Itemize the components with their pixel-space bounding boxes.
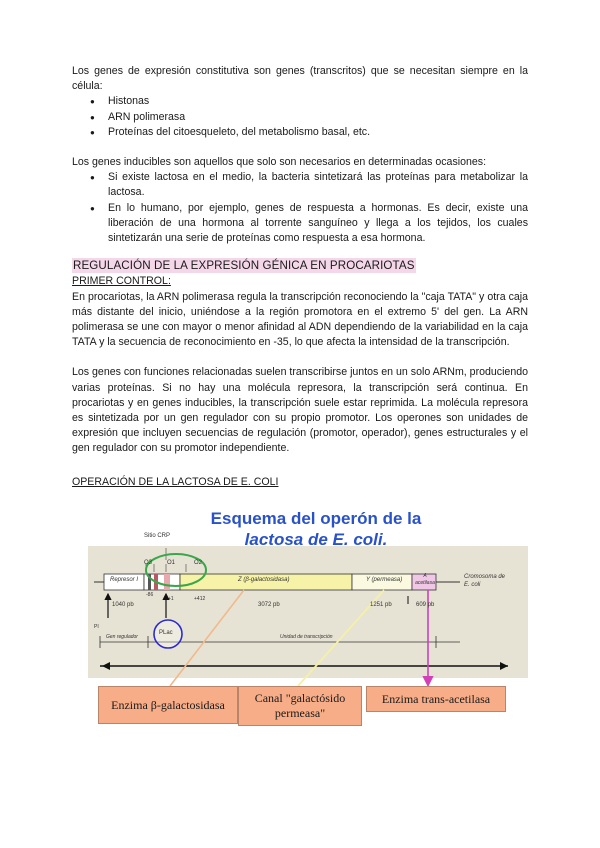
figure-title-line-1: Esquema del operón de la: [210, 509, 422, 528]
figure-title: [206, 508, 426, 550]
list-item: ● Si existe lactosa en el medio, la bacteria sintetizará las proteínas para metabolizar la lactosa.: [108, 170, 528, 200]
transacetylase-label: Enzima trans-acetilasa: [381, 691, 491, 706]
a-gene-label: A acetilasa: [415, 573, 435, 586]
y-gene-label: Y (permeasa): [366, 577, 403, 583]
lac-operon-figure: [88, 500, 528, 746]
bp-3072-label: 3072 pb: [258, 602, 280, 608]
list-item: ● Histonas: [108, 94, 528, 109]
inducible-gene-list: [72, 170, 528, 246]
z-gene-label: Z (β-galactosidasa): [238, 577, 290, 583]
beta-galactosidase-label: Enzima β-galactosidasa: [111, 697, 225, 712]
constitutive-gene-list: [72, 94, 528, 140]
intro-paragraph-2: Los genes inducibles son aquellos que solo son necesarios en determinadas ocasiones:: [72, 156, 487, 169]
o3-label: O3: [144, 560, 153, 566]
list-item: ● En lo humano, por ejemplo, genes de respuesta a hormonas. Es decir, existe una liberación de una hormona al torrente sanguíneo y llega a los tejidos, los cuales sintetizarán una serie de proteínas como respuesta a esa hormona.: [108, 201, 528, 247]
list-item: ● ARN polimerasa: [108, 110, 528, 125]
bp-1040-label: 1040 pb: [112, 602, 134, 608]
document-body: [72, 64, 528, 490]
plus1-label: +1: [168, 596, 174, 602]
beta-galactosidase-box: [98, 686, 238, 724]
pi-label: PI: [94, 624, 99, 630]
operation-title: OPERACIÓN DE LA LACTOSA DE E. COLI: [72, 475, 279, 488]
o2-label: O2: [194, 560, 203, 566]
bp-1251-label: 1251 pb: [370, 602, 392, 608]
figure-title-line-2: lactosa de E. coli.: [244, 530, 388, 549]
permease-label: Canal "galactósido permeasa": [254, 691, 346, 720]
sitio-crp-label: Sitio CRP: [144, 533, 171, 539]
represor-label: Represor I: [110, 577, 139, 583]
section-paragraph-2: Los genes con funciones relacionadas suelen transcribirse juntos en un solo ARNm, produciendo varias proteínas. Si no hay una molécula represora, la transcripción será continua. En procariotas y en genes inducibles, la transcripción suele estar reprimida. La molécula represora es sintetizada por un gen regulador con su propio promotor. Los operones son unidades de expresión que incluyen secuencias de regulación (promotor, operador), genes estructurales y el gen regulador con su promotor independiente.: [72, 366, 528, 455]
unidad-transcripcion-label: Unidad de transcripción: [280, 634, 333, 640]
chromosome-label: Cromosoma de E. coli: [464, 574, 506, 588]
permease-box: [238, 686, 362, 726]
o1-label: O1: [167, 560, 176, 566]
transacetylase-box: [366, 686, 506, 712]
section-paragraph-1: En procariotas, la ARN polimerasa regula la transcripción reconociendo la "caja TATA" y otra caja más distante del inicio, uniéndose a la región promotora en el extremo 5' del gen. La ARN polimerasa se une con mayor o menor afinidad al ADN dependiendo de la variabilidad en la caja TATA y la secuencia de reconocimiento en -35, lo que afecta la intensidad de la transcripción.: [72, 290, 528, 349]
subsection-title: PRIMER CONTROL:: [72, 275, 171, 288]
intro-paragraph-1: Los genes de expresión constitutiva son genes (transcritos) que se necesitan siempre en la célula:: [72, 65, 528, 93]
gen-regulador-label: Gen regulador: [106, 634, 138, 640]
section-title: REGULACIÓN DE LA EXPRESIÓN GÉNICA EN PROCARIOTAS: [73, 259, 415, 273]
minus86-label: -86: [146, 592, 154, 598]
list-item: ● Proteínas del citoesqueleto, del metabolismo basal, etc.: [108, 125, 528, 140]
plac-label: PLac: [159, 630, 173, 636]
plus412-label: +412: [194, 596, 206, 602]
bp-609-label: 609 pb: [416, 602, 435, 608]
